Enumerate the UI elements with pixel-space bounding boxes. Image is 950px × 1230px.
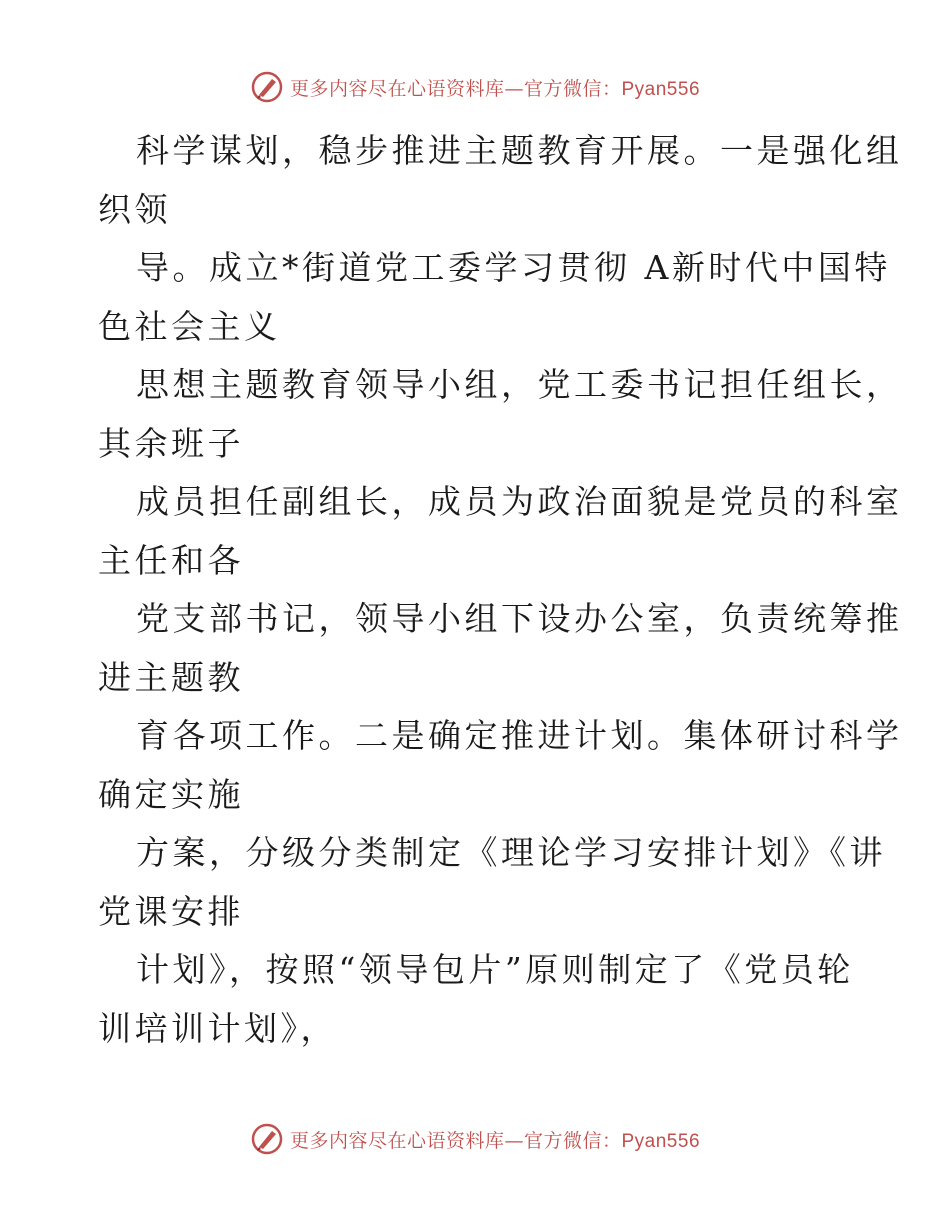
watermark-code: Pyan556	[621, 78, 701, 100]
header-watermark	[0, 70, 950, 104]
text-line: 成员担任副组长，成员为政治面貌是党员的科室	[136, 482, 903, 521]
watermark-text	[290, 74, 700, 101]
text-line: 党支部书记，领导小组下设办公室，负责统筹推	[136, 599, 903, 638]
text-line: 训培训计划》，	[98, 1008, 337, 1048]
quill-pen-circle-icon	[250, 70, 284, 104]
text-line: 思想主题教育领导小组，党工委书记担任组长，	[136, 365, 903, 404]
text-line: 其余班子	[98, 423, 244, 463]
text-line: 育各项工作。二是确定推进计划。集体研讨科学	[136, 716, 903, 755]
text-line: 计划》，按照“领导包片”原则制定了《党员轮	[136, 950, 854, 989]
text-line: 主任和各	[98, 540, 244, 580]
text-line: 导。成立*街道党工委学习贯彻 A新时代中国特	[136, 248, 891, 287]
watermark-text	[290, 1126, 700, 1153]
text-line: 党课安排	[98, 891, 244, 931]
text-line: 色社会主义	[98, 306, 281, 346]
watermark-label: 更多内容尽在心语资料库—官方微信：	[289, 77, 622, 100]
text-line: 方案，分级分类制定《理论学习安排计划》《讲	[136, 833, 886, 872]
watermark-label: 更多内容尽在心语资料库—官方微信：	[289, 1129, 622, 1152]
quill-pen-circle-icon	[250, 1122, 284, 1156]
text-line: 织领	[98, 189, 171, 229]
text-line: 进主题教	[98, 657, 244, 697]
document-body	[0, 122, 950, 1058]
text-line: 确定实施	[98, 774, 244, 814]
watermark-code: Pyan556	[621, 1130, 701, 1152]
text-line: 科学谋划，稳步推进主题教育开展。一是强化组	[136, 131, 903, 170]
footer-watermark	[0, 1122, 950, 1156]
